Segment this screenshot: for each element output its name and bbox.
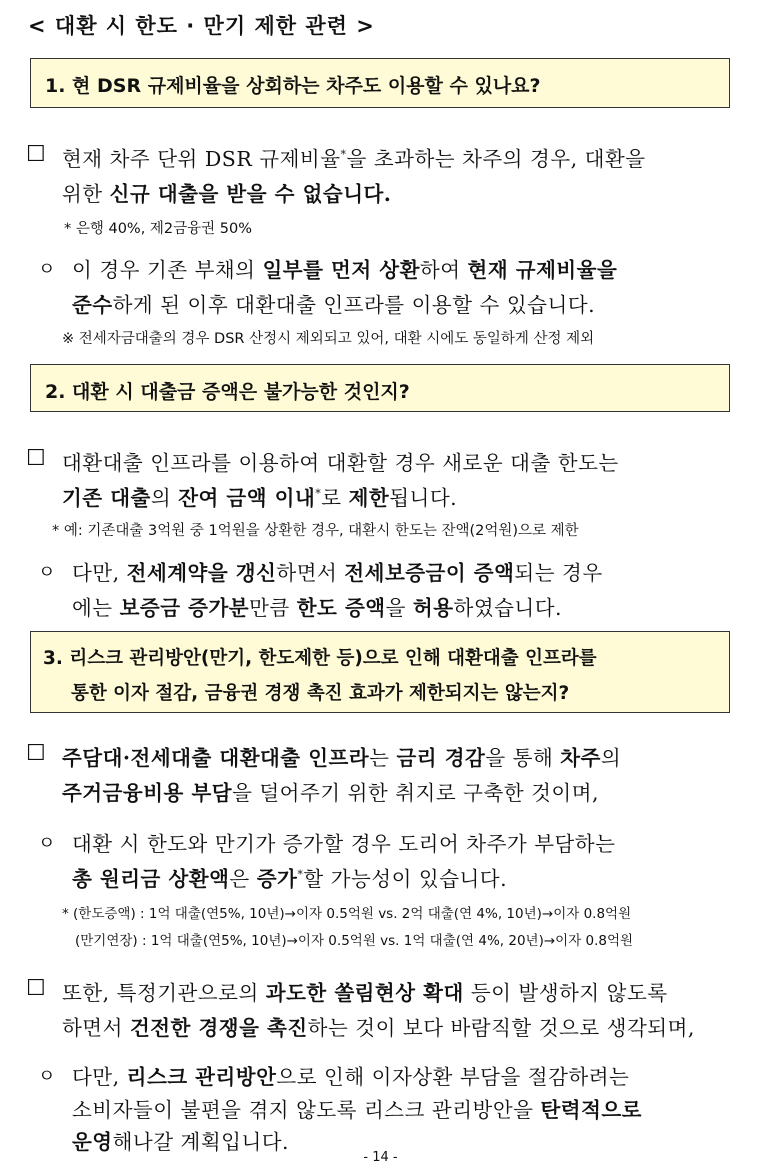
circle-bullet: ㅇ	[38, 562, 56, 583]
footnote: * 은행 40%, 제2금융권 50%	[64, 221, 253, 237]
paragraph-line: 또한, 특정기관으로의 과도한 쏠림현상 확대 등이 발생하지 않도록	[62, 981, 668, 1005]
paragraph-line: 운영해나갈 계획입니다.	[72, 1130, 290, 1154]
paragraph-line: 대환 시 한도와 만기가 증가할 경우 도리어 차주가 부담하는	[72, 832, 616, 856]
question-3-line-1: 3. 리스크 관리방안(만기, 한도제한 등)으로 인해 대환대출 인프라를	[43, 648, 597, 669]
paragraph-line: 하면서 건전한 경쟁을 촉진하는 것이 보다 바람직할 것으로 생각되며,	[62, 1016, 695, 1040]
paragraph-line: 기존 대출의 잔여 금액 이내*로 제한됩니다.	[62, 486, 458, 510]
question-2: 2. 대환 시 대출금 증액은 불가능한 것인지?	[45, 381, 410, 403]
footnote: * (한도증액) : 1억 대출(연5%, 10년)→이자 0.5억원 vs. 2억 대출(연 4%, 10년)→이자 0.8억원	[62, 906, 632, 922]
square-bullet: ☐	[26, 446, 46, 471]
footnote: ※ 전세자금대출의 경우 DSR 산정시 제외되고 있어, 대환 시에도 동일하게 산정 제외	[62, 331, 595, 347]
paragraph-line: 위한 신규 대출을 받을 수 없습니다.	[62, 182, 392, 206]
square-bullet: ☐	[26, 741, 46, 766]
paragraph-line: 주거금융비용 부담을 덜어주기 위한 취지로 구축한 것이며,	[62, 781, 600, 805]
circle-bullet: ㅇ	[38, 259, 56, 280]
footnote: (만기연장) : 1억 대출(연5%, 10년)→이자 0.5억원 vs. 1억 대출(연 4%, 20년)→이자 0.8억원	[75, 933, 634, 949]
question-3-line-2: 통한 이자 절감, 금융권 경쟁 촉진 효과가 제한되지는 않는지?	[71, 683, 570, 704]
paragraph-line: 이 경우 기존 부채의 일부를 먼저 상환하여 현재 규제비율을	[72, 258, 618, 282]
question-box-3	[30, 631, 730, 713]
paragraph-line: 현재 차주 단위 DSR 규제비율*을 초과하는 차주의 경우, 대환을	[62, 147, 646, 171]
question-1: 1. 현 DSR 규제비율을 상회하는 차주도 이용할 수 있나요?	[45, 75, 541, 97]
question-box-1	[30, 58, 730, 108]
question-box-2	[30, 364, 730, 412]
paragraph-line: 대환대출 인프라를 이용하여 대환할 경우 새로운 대출 한도는	[62, 451, 619, 475]
square-bullet: ☐	[26, 142, 46, 167]
paragraph-line: 주담대·전세대출 대환대출 인프라는 금리 경감을 통해 차주의	[62, 746, 622, 770]
footnote: * 예: 기존대출 3억원 중 1억원을 상환한 경우, 대환시 한도는 잔액(2억원)으로 제한	[52, 523, 579, 539]
page-number: - 14 -	[363, 1150, 398, 1165]
paragraph-line: 다만, 전세계약을 갱신하면서 전세보증금이 증액되는 경우	[72, 561, 603, 585]
square-bullet: ☐	[26, 976, 46, 1001]
circle-bullet: ㅇ	[38, 833, 56, 854]
paragraph-line: 에는 보증금 증가분만큼 한도 증액을 허용하였습니다.	[72, 596, 563, 620]
paragraph-line: 소비자들이 불편을 겪지 않도록 리스크 관리방안을 탄력적으로	[72, 1098, 642, 1122]
paragraph-line: 다만, 리스크 관리방안으로 인해 이자상환 부담을 절감하려는	[72, 1065, 630, 1089]
page-title: < 대환 시 한도 · 만기 제한 관련 >	[28, 14, 375, 38]
paragraph-line: 준수하게 된 이후 대환대출 인프라를 이용할 수 있습니다.	[72, 293, 596, 317]
circle-bullet: ㅇ	[38, 1066, 56, 1087]
paragraph-line: 총 원리금 상환액은 증가*할 가능성이 있습니다.	[72, 867, 508, 891]
